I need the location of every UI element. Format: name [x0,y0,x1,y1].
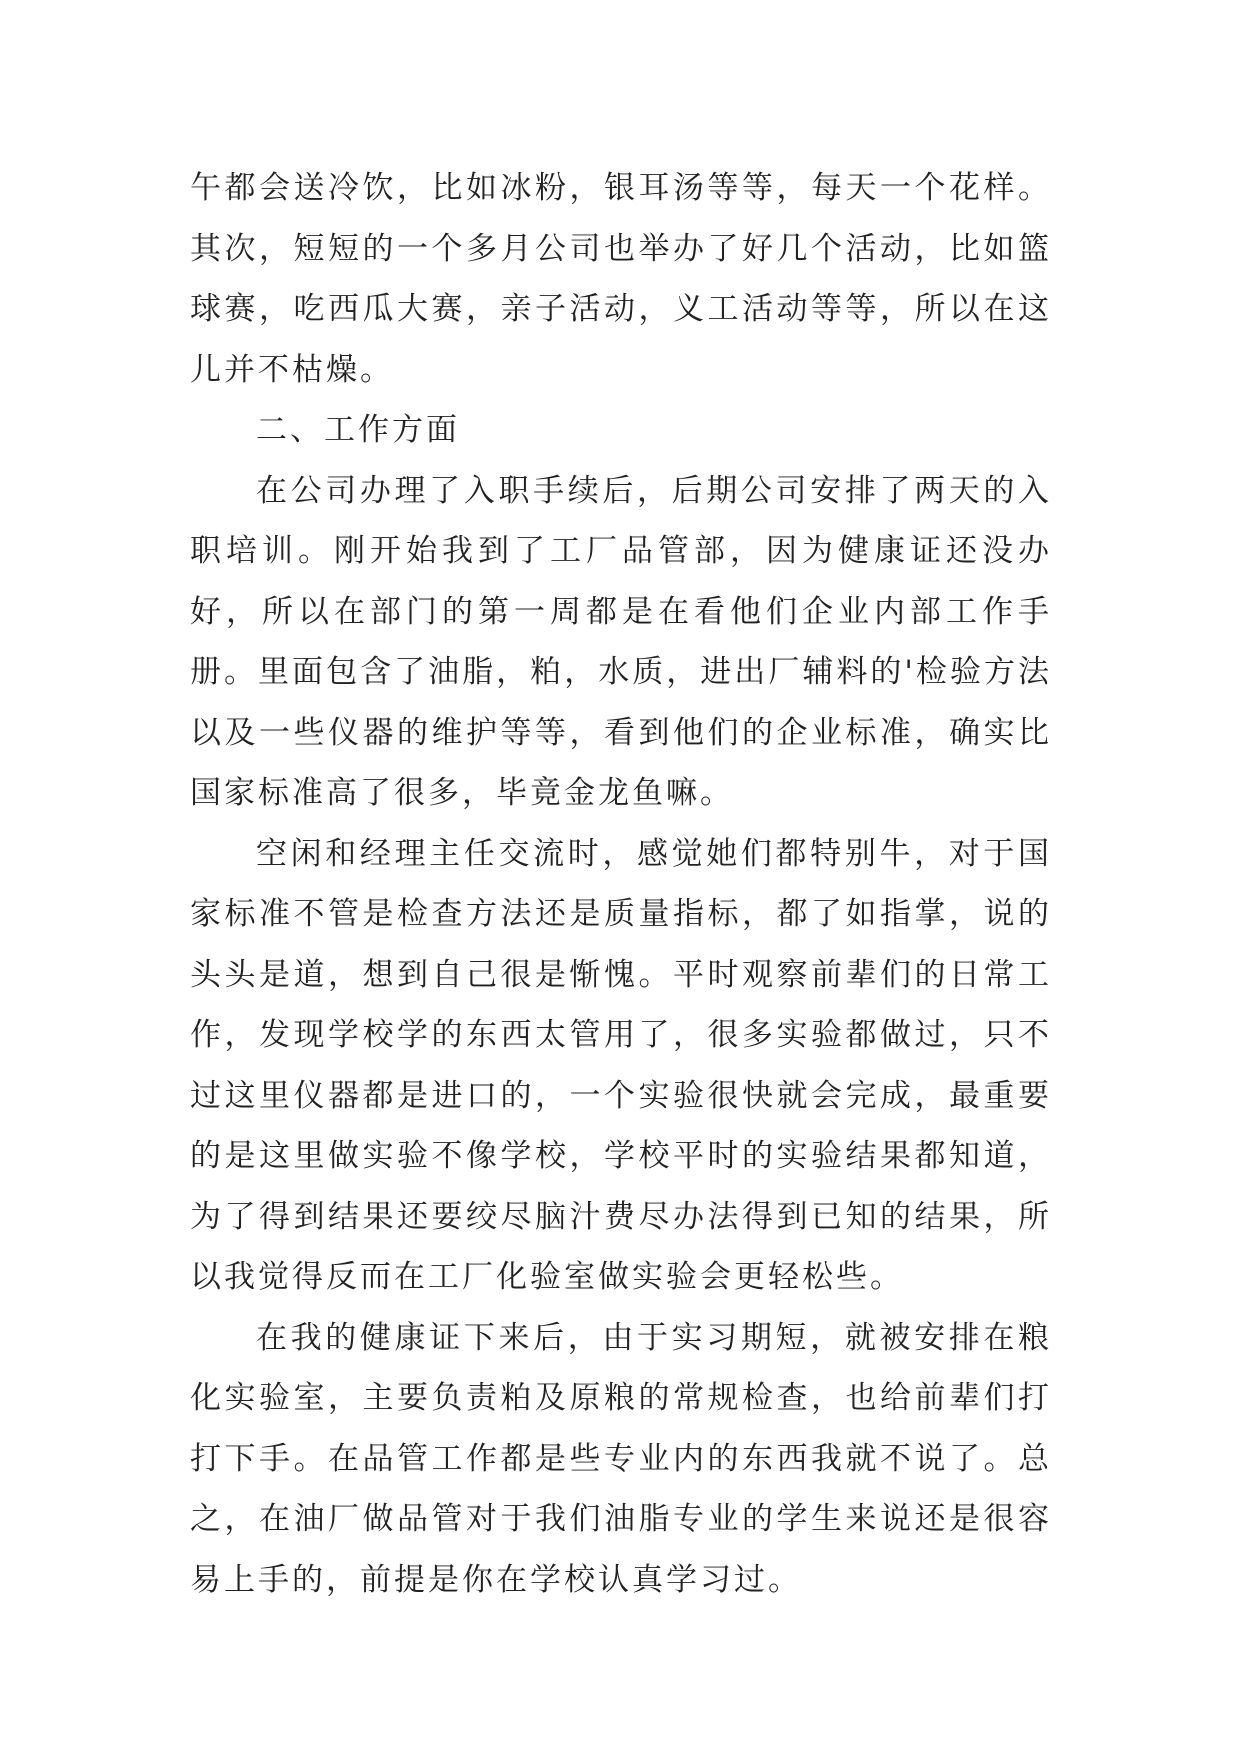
paragraph-observation: 空闲和经理主任交流时，感觉她们都特别牛，对于国家标准不管是检查方法还是质量指标，都了如指掌，说的头头是道，想到自己很是惭愧。平时观察前辈们的日常工作，发现学校学的东西太管用了，很多实验都做过，只不过这里仪器都是进口的，一个实验很快就会完成，最重要的是这里做实验不像学校，学校平时的实验结果都知道，为了得到结果还要绞尽脑汁费尽办法得到已知的结果，所以我觉得反而在工厂化验室做实验会更轻松些。 [190,835,1052,1295]
section-heading-work: 二、工作方面 [256,412,460,448]
document-body [190,158,1052,1610]
paragraph-continuation: 午都会送冷饮，比如冰粉，银耳汤等等，每天一个花样。其次，短短的一个多月公司也举办了好几个活动，比如篮球赛，吃西瓜大赛，亲子活动，义工活动等等，所以在这儿并不枯燥。 [190,170,1052,388]
paragraph-onboarding: 在公司办理了入职手续后，后期公司安排了两天的入职培训。刚开始我到了工厂品管部，因为健康证还没办好，所以在部门的第一周都是在看他们企业内部工作手册。里面包含了油脂，粕，水质，进出厂辅料的'检验方法以及一些仪器的维护等等，看到他们的企业标准，确实比国家标准高了很多，毕竟金龙鱼嘛。 [190,472,1052,811]
paragraph-lab-assignment: 在我的健康证下来后，由于实习期短，就被安排在粮化实验室，主要负责粕及原粮的常规检查，也给前辈们打打下手。在品管工作都是些专业内的东西我就不说了。总之，在油厂做品管对于我们油脂专业的学生来说还是很容易上手的，前提是你在学校认真学习过。 [190,1319,1052,1598]
